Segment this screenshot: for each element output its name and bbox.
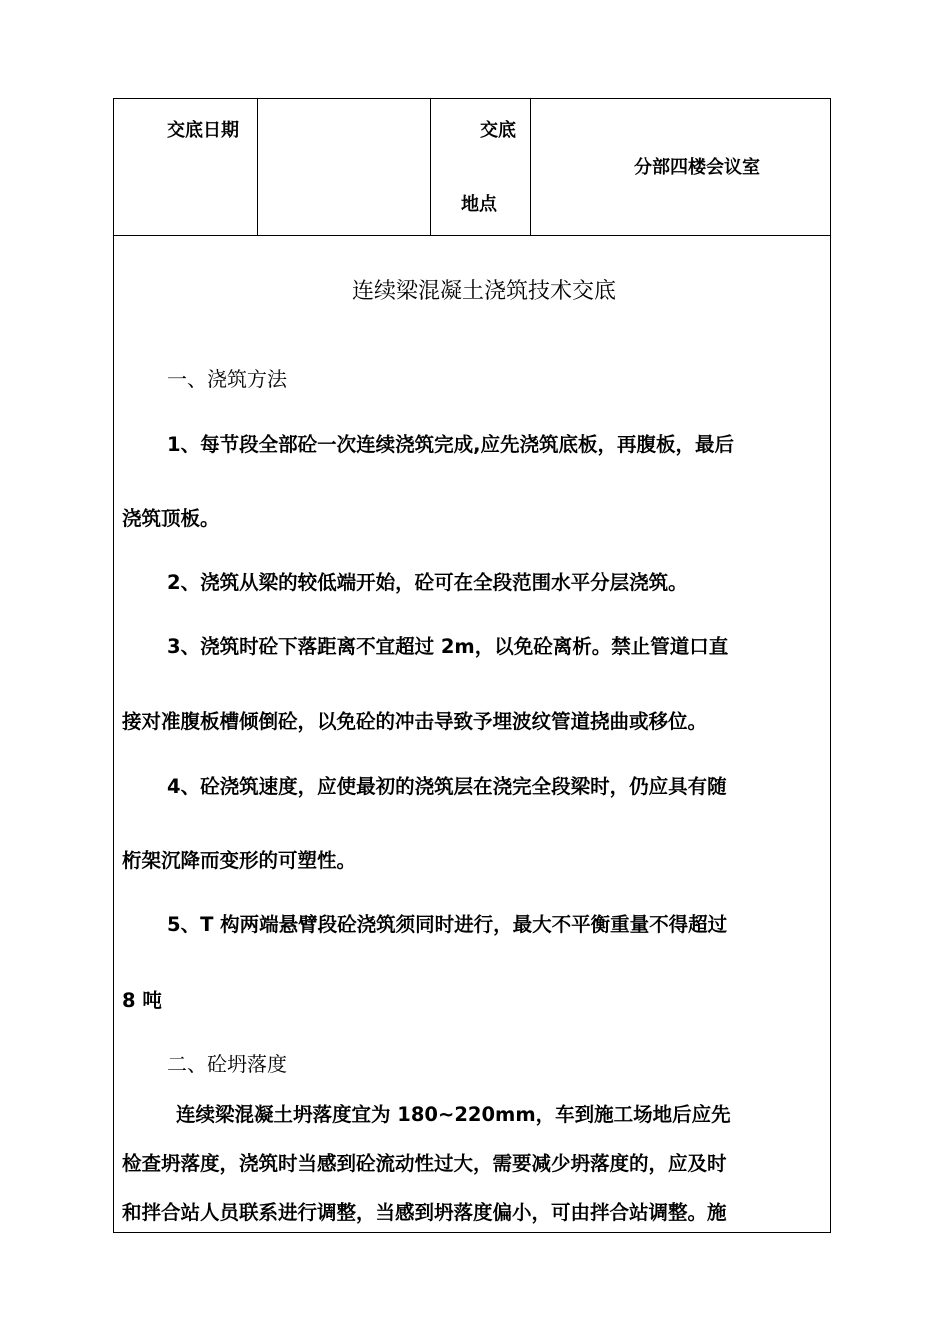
cell-divider [530, 99, 531, 235]
item5-line2: 8 吨 [122, 989, 162, 1012]
para2-line1: 连续梁混凝土坍落度宜为 180~220mm，车到施工场地后应先 [176, 1103, 731, 1126]
item4-line1: 4、砼浇筑速度，应使最初的浇筑层在浇完全段梁时，仍应具有随 [167, 775, 727, 798]
place-label-line1: 交底 [480, 120, 516, 141]
para2-line2: 检查坍落度，浇筑时当感到砼流动性过大，需要减少坍落度的，应及时 [122, 1152, 727, 1175]
section1-heading: 一、浇筑方法 [167, 367, 287, 391]
item5-line1: 5、T 构两端悬臂段砼浇筑须同时进行，最大不平衡重量不得超过 [167, 913, 728, 936]
item3-line1: 3、浇筑时砼下落距离不宜超过 2m，以免砼离析。禁止管道口直 [167, 635, 729, 658]
para2-line3: 和拌合站人员联系进行调整，当感到坍落度偏小，可由拌合站调整。施 [122, 1201, 727, 1224]
place-label-line2: 地点 [461, 194, 497, 215]
item2-line1: 2、浇筑从梁的较低端开始，砼可在全段范围水平分层浇筑。 [167, 571, 688, 594]
date-label: 交底日期 [167, 120, 239, 141]
item4-line2: 桁架沉降而变形的可塑性。 [122, 849, 357, 872]
item1-line1: 1、每节段全部砼一次连续浇筑完成,应先浇筑底板，再腹板，最后 [167, 433, 734, 456]
cell-divider [430, 99, 431, 235]
cell-divider [257, 99, 258, 235]
place-value: 分部四楼会议室 [634, 157, 760, 178]
doc-title: 连续梁混凝土浇筑技术交底 [352, 279, 617, 304]
item3-line2: 接对准腹板槽倾倒砼，以免砼的冲击导致予埋波纹管道挠曲或移位。 [122, 710, 708, 733]
item1-line2: 浇筑顶板。 [122, 507, 220, 530]
header-row [114, 99, 830, 236]
section2-heading: 二、砼坍落度 [167, 1052, 287, 1076]
